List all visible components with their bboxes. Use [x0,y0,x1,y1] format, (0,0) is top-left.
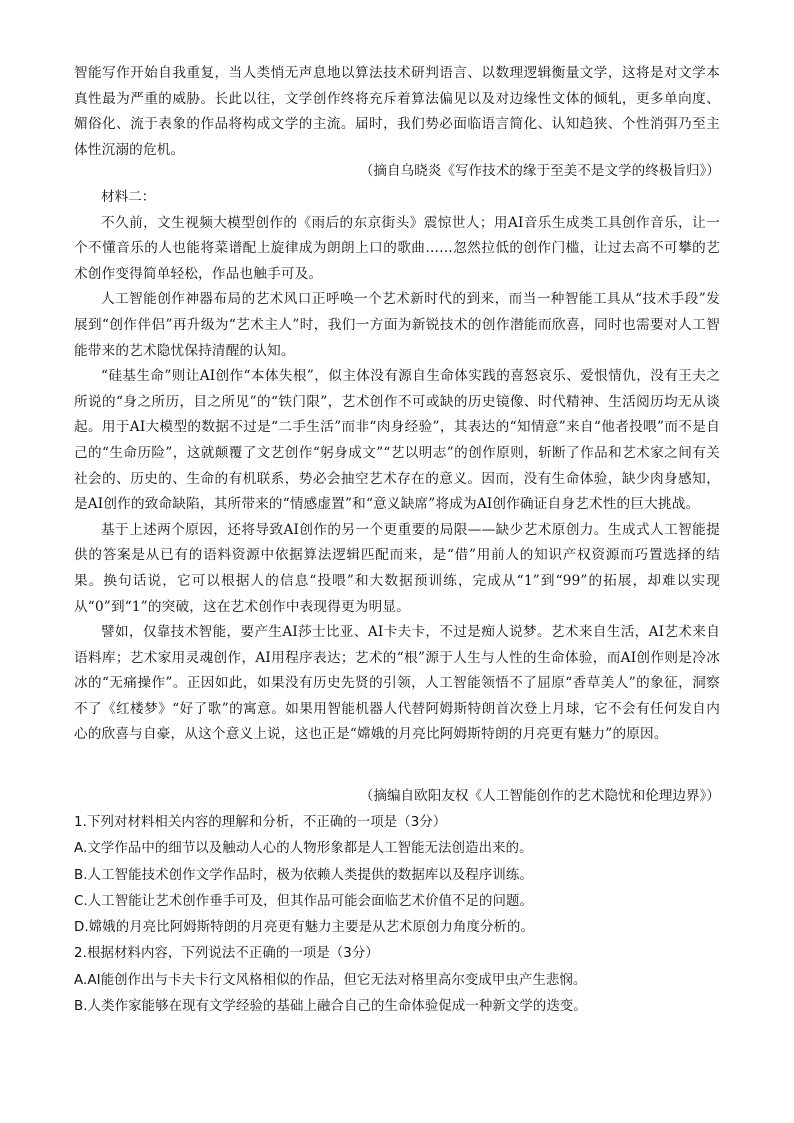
questions-section [74,810,720,1020]
material-2 [74,185,720,748]
question-2-option-a: A.AI能创作出与卡夫卡行文风格相似的作品，但它无法对格里高尔变成甲虫产生悲悯。 [74,972,587,988]
passage-top [74,61,720,163]
material-label: 材料二： [101,189,156,205]
material-paragraph: 不久前，文生视频大模型创作的《雨后的东京街头》震惊世人；用AI音乐生成类工具创作音乐，让一个不懂音乐的人也能将菜谱配上旋律成为朗朗上口的歌曲……忽然拉低的创作门槛，让过去高不可攀的艺术创作变得简单轻松，作品也触手可及。 [74,214,720,282]
question-1-option-b: B.人工智能技术创作文学作品时，极为依赖人类提供的数据库以及程序训练。 [74,867,533,883]
material-paragraph: 譬如，仅靠技术智能，要产生AI莎士比亚、AI卡夫卡，不过是痴人说梦。艺术来自生活，AI艺术来自语料库；艺术家用灵魂创作，AI用程序表达；艺术的“根”源于人生与人性的生命体验，而AI创作则是冷冰冰的“无痛操作”。正因如此，如果没有历史先贤的引领，人工智能领悟不了屈原“香草美人”的象征，洞察不了《红楼梦》“好了歌”的寓意。如果用智能机器人代替阿姆斯特朗首次登上月球，它不会有任何发自内心的欣喜与自豪，从这个意义上说，这也正是“嫦娥的月亮比阿姆斯特朗的月亮更有魅力”的原因。 [74,624,720,743]
material-paragraph: 基于上述两个原因，还将导致AI创作的另一个更重要的局限——缺少艺术原创力。生成式人工智能提供的答案是从已有的语料资源中依据算法逻辑匹配而来，是“借”用前人的知识产权资源而巧置选择的结果。换句话说，它可以根据人的信息“投喂”和大数据预训练，完成从“1”到“99”的拓展，却难以实现从“0”到“1”的突破，这在艺术创作中表现得更为明显。 [74,521,720,615]
material-paragraph: 人工智能创作神器布局的艺术风口正呼唤一个艺术新时代的到来，而当一种智能工具从“技术手段”发展到“创作伴侣”再升级为“艺术主人”时，我们一方面为新锐技术的创作潜能而欣喜，同时也需要对人工智能带来的艺术隐忧保持清醒的认知。 [74,291,720,359]
source-citation-2 [74,784,720,810]
question-1-stem: 1.下列对材料相关内容的理解和分析，不正确的一项是（3分） [74,815,447,830]
material-paragraph: “硅基生命”则让AI创作“本体失根”，似主体没有源自生命体实践的喜怒哀乐、爱恨情仇，没有王夫之所说的“身之所历，目之所见”的“铁门限”，艺术创作不可或缺的历史镜像、时代精神、生活阅历均无从谈起。用于AI大模型的数据不过是“二手生活”而非“肉身经验”，其表达的“知情意”来自“他者投喂”而不是自己的“生命历险”，这就颠覆了文艺创作“躬身成文”“艺以明志”的创作原则，斩断了作品和艺术家之间有关社会的、历史的、生命的有机联系，势必会抽空艺术存在的意义。因而，没有生命体验，缺少肉身感知，是AI创作的致命缺陷，其所带来的“情感虚置”和“意义缺席”将成为AI创作确证自身艺术性的巨大挑战。 [74,368,720,513]
source-text: （摘编自欧阳友权《人工智能创作的艺术隐忧和伦理边界》） [359,788,720,804]
source-citation-1 [74,159,720,185]
question-1-option-c: C.人工智能让艺术创作垂手可及，但其作品可能会面临艺术价值不足的问题。 [74,893,533,909]
question-2-stem: 2.根据材料内容，下列说法不正确的一项是（3分） [74,946,379,962]
question-1-option-a: A.文学作品中的细节以及触动人心的人物形象都是人工智能无法创造出来的。 [74,841,533,857]
question-1-option-d: D.嫦娥的月亮比阿姆斯特朗的月亮更有魅力主要是从艺术原创力角度分析的。 [74,920,534,936]
source-text: （摘自乌晓炎《写作技术的缘于至美不是文学的终极旨归》） [359,163,720,179]
question-2-option-b: B.人类作家能够在现有文学经验的基础上融合自己的生命体验促成一种新文学的迭变。 [74,999,587,1015]
passage-paragraph: 智能写作开始自我重复，当人类悄无声息地以算法技术研判语言、以数理逻辑衡量文学，这将是对文学本真性最为严重的威胁。长此以往，文学创作终将充斥着算法偏见以及对边缘性文体的倾轧，更多单向度、媚俗化、流于表象的作品将构成文学的主流。届时，我们势必面临语言简化、认知趋狭、个性消弭乃至主体性沉溺的危机。 [74,65,720,158]
